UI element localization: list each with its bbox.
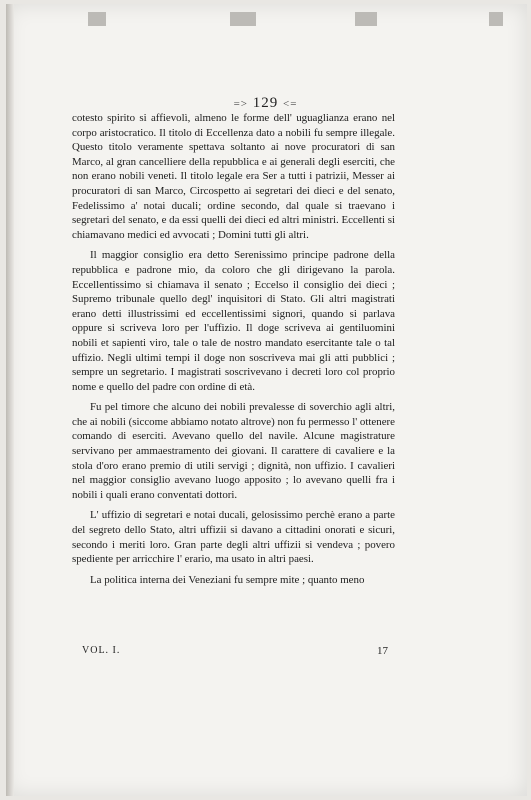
paragraph: La politica interna dei Veneziani fu sempre mite ; quanto meno (90, 573, 365, 586)
page-number: 129 (252, 95, 279, 111)
volume-label: VOL. I. (82, 645, 121, 656)
scan-mark (489, 12, 503, 26)
signature-mark: 17 (377, 645, 388, 657)
running-header (0, 95, 531, 112)
scan-mark (355, 12, 377, 26)
scan-mark (88, 12, 106, 26)
body-text (72, 111, 395, 593)
paragraph: cotesto spirito si affievolì, almeno le forme dell' uguaglianza erano nel corpo aristocratico. Il titolo di Eccellenza dato a nobili fu sempre illegale. Questo titolo veramente spettava soltanto ai nove procuratori di san Marco, al gran cancelliere della repubblica e ai generali degli eserciti, che non erano nobili veneti. Il titolo legale era Ser a tutti i patrizii, Messer ai procuratori di san Marco, Circospetto ai segretari dei dieci e del senato, Fedelissimo a' notai ducali; ordine secondo, dal quale si traevano i segretari del senato, e da essi quelli dei dieci ed altri ministri. Eccellenti si chiamavano medici ed avvocati ; Domini tutti gli altri. (72, 112, 395, 241)
ornament-left: => (233, 98, 248, 110)
paragraph: L' uffizio di segretari e notai ducali, gelosissimo perchè erano a parte del segreto dello Stato, altri uffizii si davano a cittadini onorati e sicuri, secondo i meriti loro. Gran parte degli altri uffizii si vendeva ; povero spediente per arricchire l' erario, ma usato in altri paesi. (72, 509, 395, 566)
paragraph: Fu pel timore che alcuno dei nobili prevalesse di soverchio agli altri, che ai nobili (siccome abbiamo notato altrove) non fu permesso l' ottenere comando di eserciti. Avevano quello del navile. Alcune magistrature servivano per ammaestramento dei giovani. Il carattere di cavaliere e la stola d'oro erano premio di utili servigi ; dignità, non uffizio. I cavalieri nel maggior consiglio avevano luogo apposito ; lo avevano quelli fra i nobili i quali erano conventati dottori. (72, 401, 395, 501)
paragraph: Il maggior consiglio era detto Serenissimo principe padrone della repubblica e padrone mio, da coloro che gli dirigevano la parola. Eccellentissimo si chiamava il senato ; Eccelso il consiglio dei dieci ; Supremo tribunale quello degl' inquisitori di Stato. Gli altri magistrati erano detti illustrissimi ed eccellentissimi signori, quando si parlava oppure si scriveva loro per l'uffizio. Il doge scriveva ai gentiluomini nobili et sapienti viro, tale o tale de nostro mandato esercitante tale o tal uffizio. Negli ultimi tempi il doge non soscriveva mai gli atti pubblici ; sempre un segretario. I magistrati soscrivevano i decreti loro col proprio nome e quello del padre con ordine di età. (72, 249, 395, 393)
ornament-right: <= (283, 98, 298, 110)
scan-mark (230, 12, 256, 26)
page-gutter-shadow (6, 4, 14, 796)
